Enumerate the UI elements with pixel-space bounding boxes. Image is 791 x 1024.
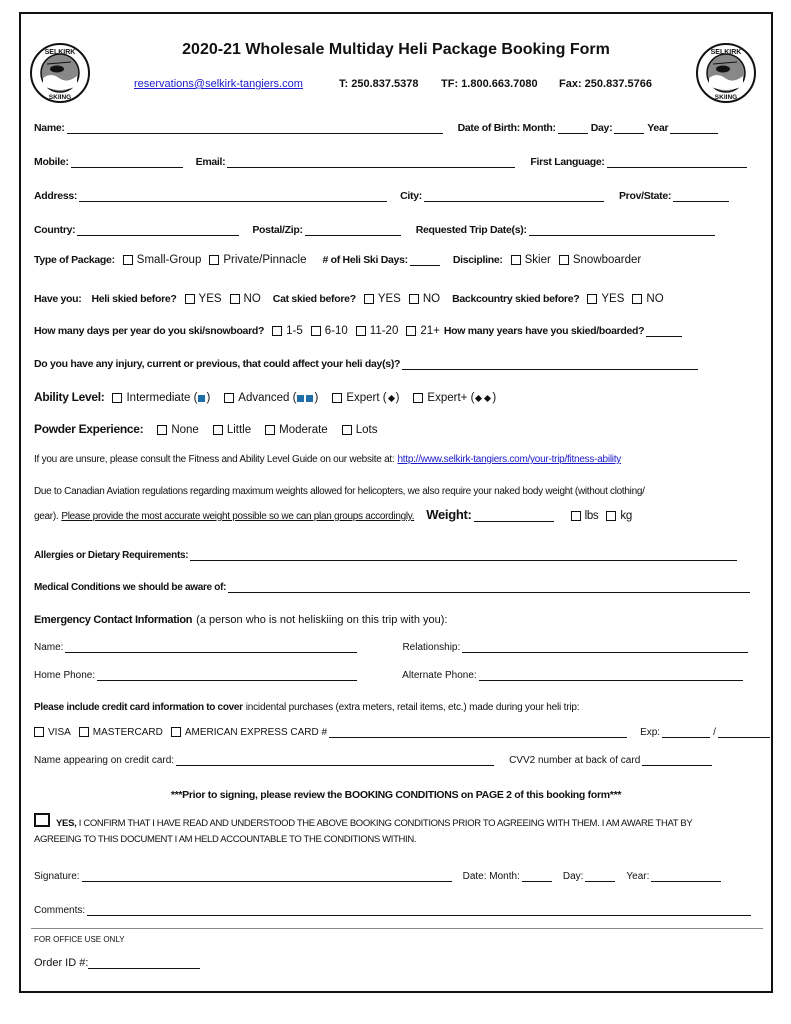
backcountry-yes[interactable]: YES	[579, 293, 624, 305]
cat-skied-label: Cat skied before?	[272, 293, 356, 305]
row-package	[34, 254, 641, 266]
dob-day-field[interactable]	[614, 122, 644, 134]
row-medical	[34, 581, 753, 593]
backcountry-no[interactable]: NO	[624, 293, 663, 305]
backcountry-label: Backcountry skied before?	[452, 293, 580, 305]
mobile-field[interactable]	[71, 156, 183, 168]
card-number-field[interactable]	[329, 726, 627, 738]
checkbox[interactable]	[413, 393, 423, 403]
package-label: Type of Package:	[34, 254, 115, 266]
form-title: 2020-21 Wholesale Multiday Heli Package Booking Form	[182, 41, 610, 58]
ability-advanced[interactable]: Advanced ( )	[216, 392, 318, 404]
comments-field[interactable]	[87, 904, 751, 916]
row-injury	[34, 358, 701, 370]
booking-conditions-notice: ***Prior to signing, please review the BOOKING CONDITIONS on PAGE 2 of this booking form***	[170, 789, 622, 801]
weight-field[interactable]	[474, 510, 554, 522]
checkbox[interactable]	[606, 511, 616, 521]
relationship-field[interactable]	[462, 641, 748, 653]
comments-label: Comments:	[34, 905, 86, 916]
checkbox[interactable]	[406, 326, 416, 336]
days-option-1-5[interactable]: 1-5	[264, 325, 303, 337]
powder-little[interactable]: Little	[205, 424, 251, 436]
checkbox[interactable]	[265, 425, 275, 435]
days-option-11-20[interactable]: 11-20	[348, 325, 399, 337]
checkbox[interactable]	[213, 425, 223, 435]
row-powder	[34, 422, 377, 436]
prov-field[interactable]	[673, 190, 729, 202]
signature-label: Signature:	[34, 871, 80, 882]
row-ability	[34, 390, 496, 404]
trip-dates-field[interactable]	[529, 224, 715, 236]
card-intro-text: incidental purchases (extra meters, retail items, etc.) made during your heli trip:	[245, 702, 580, 713]
days-option-6-10[interactable]: 6-10	[303, 325, 348, 337]
row-name-on-card	[34, 754, 715, 766]
mobile-label: Mobile:	[34, 156, 69, 168]
row-allergies	[34, 549, 740, 561]
first-language-field[interactable]	[607, 156, 747, 168]
name-on-card-label: Name appearing on credit card:	[34, 755, 175, 766]
heli-days-field[interactable]	[410, 254, 440, 266]
city-label: City:	[400, 190, 422, 202]
alt-phone-label: Alternate Phone:	[402, 670, 477, 681]
powder-label: Powder Experience:	[34, 422, 144, 436]
card-amex[interactable]: AMERICAN EXPRESS CARD #	[163, 727, 327, 738]
name-on-card-field[interactable]	[176, 754, 494, 766]
signature-field[interactable]	[82, 870, 452, 882]
row-card-intro	[34, 702, 579, 713]
order-id-field[interactable]	[88, 957, 200, 969]
checkbox[interactable]	[157, 425, 167, 435]
address-label: Address:	[34, 190, 78, 202]
row-mobile	[34, 156, 750, 168]
black-diamond-icon	[484, 394, 491, 401]
days-option-21-plus[interactable]: 21+	[398, 325, 440, 337]
checkbox[interactable]	[559, 255, 569, 265]
emergency-heading: Emergency Contact Information	[34, 614, 193, 626]
emergency-name-field[interactable]	[65, 641, 357, 653]
row-emergency-heading	[34, 614, 447, 626]
checkbox[interactable]	[112, 393, 122, 403]
checkbox[interactable]	[571, 511, 581, 521]
guide-text: If you are unsure, please consult the Fitness and Ability Level Guide on our website at:	[34, 454, 395, 465]
confirm-checkbox[interactable]	[34, 813, 50, 827]
weight-unit-kg[interactable]: kg	[598, 510, 632, 522]
confirm-line-1: YES, I CONFIRM THAT I HAVE READ AND UNDERSTOOD THE ABOVE BOOKING CONDITIONS PRIOR TO AGREEING WITH THEM. I AM AWARE THAT BY	[56, 818, 693, 829]
checkbox[interactable]	[209, 255, 219, 265]
country-label: Country:	[34, 224, 76, 236]
exp-year-field[interactable]	[718, 726, 770, 738]
allergies-field[interactable]	[190, 549, 737, 561]
blue-square-icon	[306, 395, 313, 402]
checkbox[interactable]	[356, 326, 366, 336]
prov-label: Prov/State:	[618, 190, 672, 202]
heli-skied-label: Heli skied before?	[91, 293, 177, 305]
black-diamond-icon	[475, 394, 482, 401]
heli-days-label: # of Heli Ski Days:	[322, 254, 408, 266]
checkbox[interactable]	[224, 393, 234, 403]
office-use-label: FOR OFFICE USE ONLY	[34, 935, 125, 944]
row-have-you	[34, 293, 664, 305]
svg-text:SKIING: SKIING	[714, 94, 738, 101]
row-days-per-year	[34, 325, 685, 337]
checkbox[interactable]	[632, 294, 642, 304]
sign-month-field[interactable]	[522, 870, 552, 882]
tollfree: TF: 1.800.663.7080	[441, 78, 538, 90]
country-field[interactable]	[77, 224, 239, 236]
row-order-id	[34, 957, 203, 969]
weight-notice-line-1: Due to Canadian Aviation regulations regarding maximum weights allowed for helicopters, we also require your naked body weight (without clothing/	[34, 486, 645, 497]
black-diamond-icon	[388, 394, 395, 401]
weight-accuracy-note: Please provide the most accurate weight possible so we can plan groups accordingly.	[61, 511, 415, 522]
email-field[interactable]	[227, 156, 515, 168]
dob-month-label: Date of Birth: Month:	[457, 122, 556, 134]
have-you-label: Have you:	[34, 293, 82, 305]
name-label: Name:	[34, 122, 65, 134]
first-language-label: First Language:	[530, 156, 605, 168]
checkbox[interactable]	[409, 294, 419, 304]
row-address	[34, 190, 732, 202]
email-label: Email:	[195, 156, 226, 168]
row-name	[34, 122, 721, 134]
ability-expert-plus[interactable]: Expert+ ( )	[405, 392, 496, 404]
checkbox[interactable]	[311, 326, 321, 336]
sign-year-field[interactable]	[651, 870, 721, 882]
exp-separator: /	[713, 727, 716, 738]
weight-label: Weight:	[426, 507, 472, 522]
confirm-line-2: AGREEING TO THIS DOCUMENT I AM HELD ACCOUNTABLE TO THE CONDITIONS WITHIN.	[34, 834, 417, 845]
package-option-small-group[interactable]: Small-Group	[115, 254, 202, 266]
medical-label: Medical Conditions we should be aware of:	[34, 582, 227, 593]
checkbox[interactable]	[171, 727, 181, 737]
powder-moderate[interactable]: Moderate	[257, 424, 328, 436]
row-card-number	[34, 726, 773, 738]
address-field[interactable]	[79, 190, 387, 202]
ability-expert[interactable]: Expert ( )	[324, 392, 399, 404]
fax: Fax: 250.837.5766	[559, 78, 652, 90]
dob-year-label: Year	[647, 122, 669, 134]
checkbox[interactable]	[587, 294, 597, 304]
cvv-field[interactable]	[642, 754, 712, 766]
ability-intermediate[interactable]: Intermediate ( )	[104, 392, 210, 404]
fitness-guide-link[interactable]: http://www.selkirk-tangiers.com/your-trip/fitness-ability	[397, 454, 622, 465]
heli-no[interactable]: NO	[222, 293, 261, 305]
svg-text:SKIING: SKIING	[48, 94, 72, 101]
svg-text:SELKIRK: SELKIRK	[710, 49, 742, 56]
weight-unit-lbs[interactable]: lbs	[563, 510, 599, 522]
phone: T: 250.837.5378	[339, 78, 419, 90]
card-mastercard[interactable]: MASTERCARD	[71, 727, 163, 738]
exp-month-field[interactable]	[662, 726, 710, 738]
row-guide	[34, 454, 621, 465]
package-option-private[interactable]: Private/Pinnacle	[201, 254, 306, 266]
home-phone-field[interactable]	[97, 669, 357, 681]
name-field[interactable]	[67, 122, 443, 134]
ability-label: Ability Level:	[34, 390, 105, 404]
office-divider	[31, 928, 763, 929]
checkbox[interactable]	[272, 326, 282, 336]
row-emergency-phone	[34, 669, 746, 681]
checkbox[interactable]	[230, 294, 240, 304]
injury-label: Do you have any injury, current or previous, that could affect your heli day(s)?	[34, 358, 401, 370]
injury-field[interactable]	[402, 358, 698, 370]
dob-year-field[interactable]	[670, 122, 718, 134]
svg-text:SELKIRK: SELKIRK	[44, 49, 76, 56]
row-country	[34, 224, 718, 236]
checkbox[interactable]	[185, 294, 195, 304]
days-per-year-label: How many days per year do you ski/snowboard?	[34, 325, 265, 337]
checkbox[interactable]	[34, 727, 44, 737]
row-signature	[34, 870, 724, 882]
powder-none[interactable]: None	[149, 424, 199, 436]
sign-day-field[interactable]	[585, 870, 615, 882]
discipline-option-snowboarder[interactable]: Snowboarder	[551, 254, 641, 266]
exp-label: Exp:	[640, 727, 661, 738]
checkbox[interactable]	[123, 255, 133, 265]
discipline-label: Discipline:	[452, 254, 503, 266]
sign-day-label: Day:	[562, 871, 584, 882]
checkbox[interactable]	[364, 294, 374, 304]
relationship-label: Relationship:	[402, 642, 461, 653]
order-id-label: Order ID #:	[34, 957, 89, 969]
checkbox[interactable]	[511, 255, 521, 265]
checkbox[interactable]	[79, 727, 89, 737]
years-label: How many years have you skied/boarded?	[443, 325, 645, 337]
weight-notice-line-2: gear).	[34, 511, 59, 522]
sign-year-label: Year:	[626, 871, 650, 882]
powder-lots[interactable]: Lots	[334, 424, 378, 436]
trip-dates-label: Requested Trip Date(s):	[415, 224, 527, 236]
dob-month-field[interactable]	[558, 122, 588, 134]
card-visa[interactable]: VISA	[26, 727, 71, 738]
emergency-note: (a person who is not heliskiing on this trip with you):	[196, 614, 448, 626]
heli-yes[interactable]: YES	[177, 293, 222, 305]
postal-field[interactable]	[305, 224, 401, 236]
emergency-name-label: Name:	[34, 642, 64, 653]
card-intro-bold: Please include credit card information to cover	[34, 702, 243, 713]
email-link[interactable]: reservations@selkirk-tangiers.com	[134, 78, 303, 90]
row-weight	[34, 507, 632, 522]
sign-month-label: Date: Month:	[462, 871, 520, 882]
medical-field[interactable]	[228, 581, 750, 593]
city-field[interactable]	[424, 190, 604, 202]
checkbox[interactable]	[342, 425, 352, 435]
cvv-label: CVV2 number at back of card	[509, 755, 641, 766]
postal-label: Postal/Zip:	[252, 224, 303, 236]
alt-phone-field[interactable]	[479, 669, 743, 681]
dob-day-label: Day:	[590, 122, 613, 134]
row-comments	[34, 904, 754, 916]
discipline-option-skier[interactable]: Skier	[503, 254, 551, 266]
blue-square-icon	[198, 395, 205, 402]
home-phone-label: Home Phone:	[34, 670, 96, 681]
booking-form-page	[19, 12, 773, 993]
cat-no[interactable]: NO	[401, 293, 440, 305]
checkbox[interactable]	[332, 393, 342, 403]
allergies-label: Allergies or Dietary Requirements:	[34, 550, 189, 561]
blue-square-icon	[297, 395, 304, 402]
row-emergency-name	[34, 641, 751, 653]
years-field[interactable]	[646, 325, 682, 337]
cat-yes[interactable]: YES	[356, 293, 401, 305]
